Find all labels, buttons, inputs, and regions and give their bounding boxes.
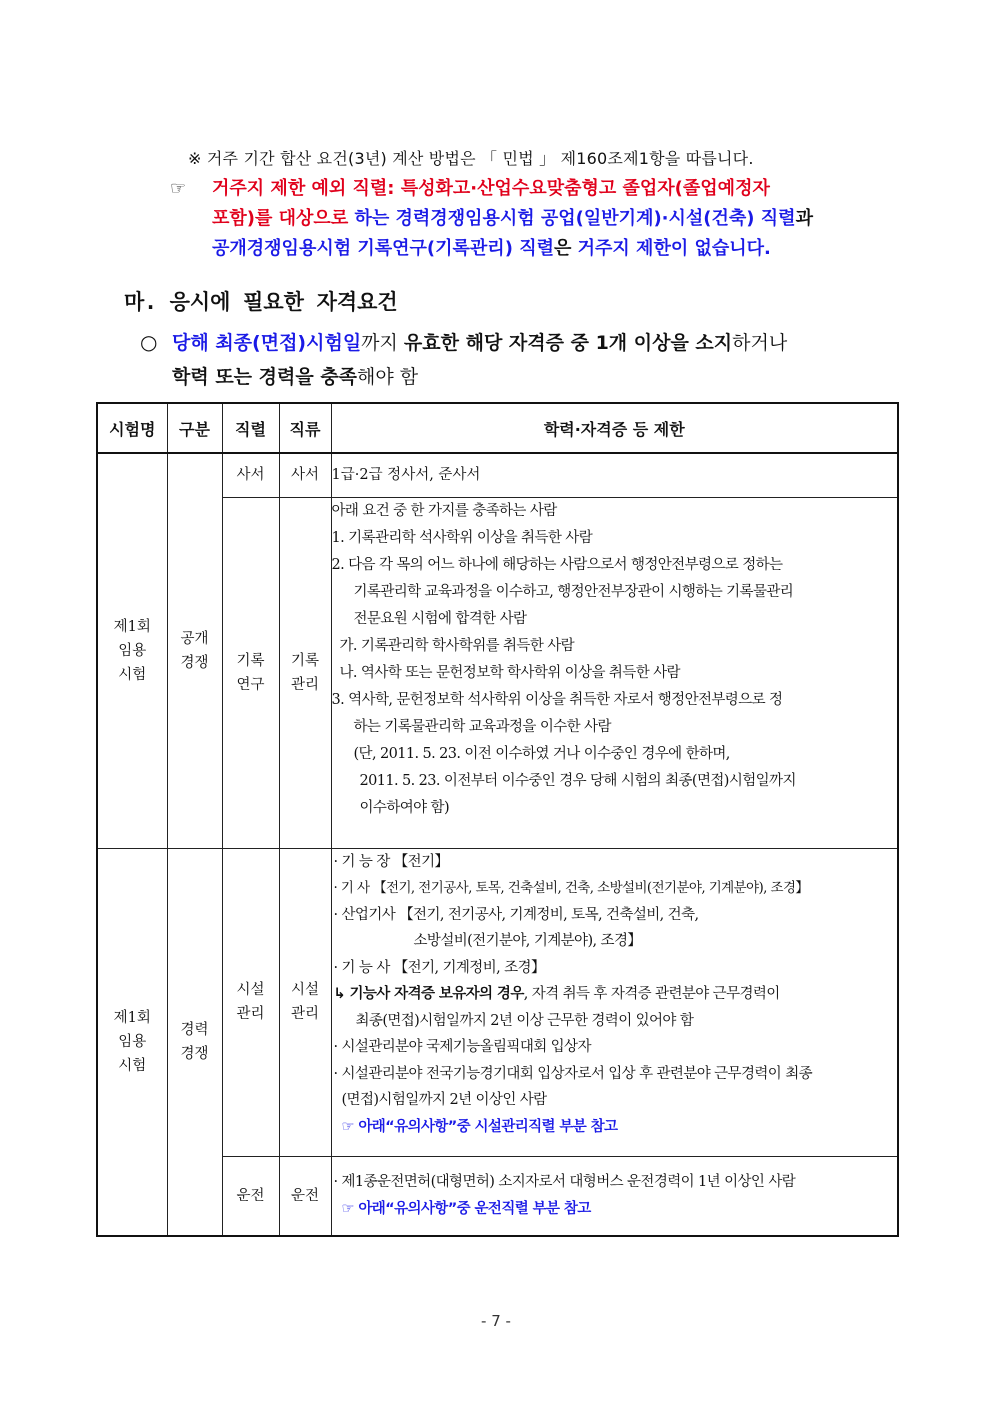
exception-line-1: 거주지 제한 예외 직렬: 특성화고·산업수요맞춤형고 졸업자(졸업예정자: [212, 178, 770, 199]
section-title: 마. 응시에 필요한 자격요건: [124, 290, 398, 314]
circle-bullet-icon: ○: [140, 330, 158, 354]
series-cell: 기록 연구: [222, 497, 279, 848]
facility-reference-note: ☞ 아래“유의사항”중 시설관리직렬 부분 참고: [341, 1118, 618, 1135]
residence-note: ※ 거주 기간 합산 요건(3년) 계산 방법은 「 민법 」 제160조제1항을 따릅니다.: [188, 149, 754, 168]
exam-name-cell: 제1회 임용 시험: [97, 848, 167, 1236]
exception-line-3: 공개경쟁임용시험 기록연구(기록관리) 직렬은 거주지 제한이 없습니다.: [212, 238, 771, 259]
series-cell: 운전: [222, 1156, 279, 1236]
class-cell: 사서: [279, 453, 331, 497]
table-row: [97, 453, 898, 497]
pointing-hand-icon: ☞: [170, 178, 187, 199]
series-cell: 사서: [222, 453, 279, 497]
driving-reference-note: ☞ 아래“유의사항”중 운전직렬 부분 참고: [341, 1200, 591, 1217]
exception-line-2: 포함)를 대상으로 하는 경력경쟁임용시험 공업(일반기계)·시설(건축) 직렬과: [212, 208, 813, 229]
table-row: [97, 848, 898, 1156]
series-cell: 시설 관리: [222, 848, 279, 1156]
page-number: - 7 -: [481, 1312, 511, 1330]
header-class: 직류: [279, 403, 331, 453]
class-cell: 시설 관리: [279, 848, 331, 1156]
requirement-cell: · 기 능 장 【전기】 · 기 사 【전기, 전기공사, 토목, 건축설비, 건축, 소방설비(전기분야, 기계분야), 조경】 · 산업기사 【전기, 전기공사, 기계정비, 토목, 건축설비, 건축, 소방설비(전기분야, 기계분야), 조경】 · 기 능 사 【전기, 기계정비, 조경】 ↳ 기능사 자격증 보유자의 경우, 자격 취득 후 자격증 관련분야 근무경력이 최종(면접)시험일까지 2년 이상 근무한 경력이 있어야 함 · 시설관리분야 국제기능올림픽대회 입상자 · 시설관리분야 전국기능경기대회 입상자로서 입상 후 관련분야 근무경력이 최종 (면접)시험일까지 2년 이상인 사람 ☞ 아래“유의사항”중 시설관리직렬 부분 참고: [331, 848, 898, 1156]
requirement-line-2: 학력 또는 경력을 충족해야 함: [172, 366, 419, 388]
exam-type-cell: 공개 경쟁: [167, 453, 222, 848]
table-header-row: [97, 403, 898, 453]
requirement-cell: 아래 요건 중 한 가지를 충족하는 사람 1. 기록관리학 석사학위 이상을 취득한 사람 2. 다음 각 목의 어느 하나에 해당하는 사람으로서 행정안전부령으로 정하는 기록관리학 교육과정을 이수하고, 행정안전부장관이 시행하는 기록물관리 전문요원 시험에 합격한 사람 가. 기록관리학 학사학위를 취득한 사람 나. 역사학 또는 문헌정보학 학사학위 이상을 취득한 사람 3. 역사학, 문헌정보학 석사학위 이상을 취득한 자로서 행정안전부령으로 정 하는 기록물관리학 교육과정을 이수한 사람 (단, 2011. 5. 23. 이전 이수하였 거나 이수중인 경우에 한하며, 2011. 5. 23. 이전부터 이수중인 경우 당해 시험의 최종(면접)시험일까지 이수하여야 함): [331, 497, 898, 848]
exam-type-cell: 경력 경쟁: [167, 848, 222, 1236]
header-exam: 시험명: [97, 403, 167, 453]
header-requirements: 학력·자격증 등 제한: [331, 403, 898, 453]
requirement-cell: · 제1종운전면허(대형면허) 소지자로서 대형버스 운전경력이 1년 이상인 사람 ☞ 아래“유의사항”중 운전직렬 부분 참고: [331, 1156, 898, 1236]
exam-name-cell: 제1회 임용 시험: [97, 453, 167, 848]
header-type: 구분: [167, 403, 222, 453]
class-cell: 기록 관리: [279, 497, 331, 848]
class-cell: 운전: [279, 1156, 331, 1236]
requirement-line-1: 당해 최종(면접)시험일까지 유효한 해당 자격증 중 1개 이상을 소지하거나: [172, 332, 788, 354]
header-series: 직렬: [222, 403, 279, 453]
requirement-cell: 1급·2급 정사서, 준사서: [331, 453, 898, 497]
qualification-table: [96, 402, 899, 1237]
